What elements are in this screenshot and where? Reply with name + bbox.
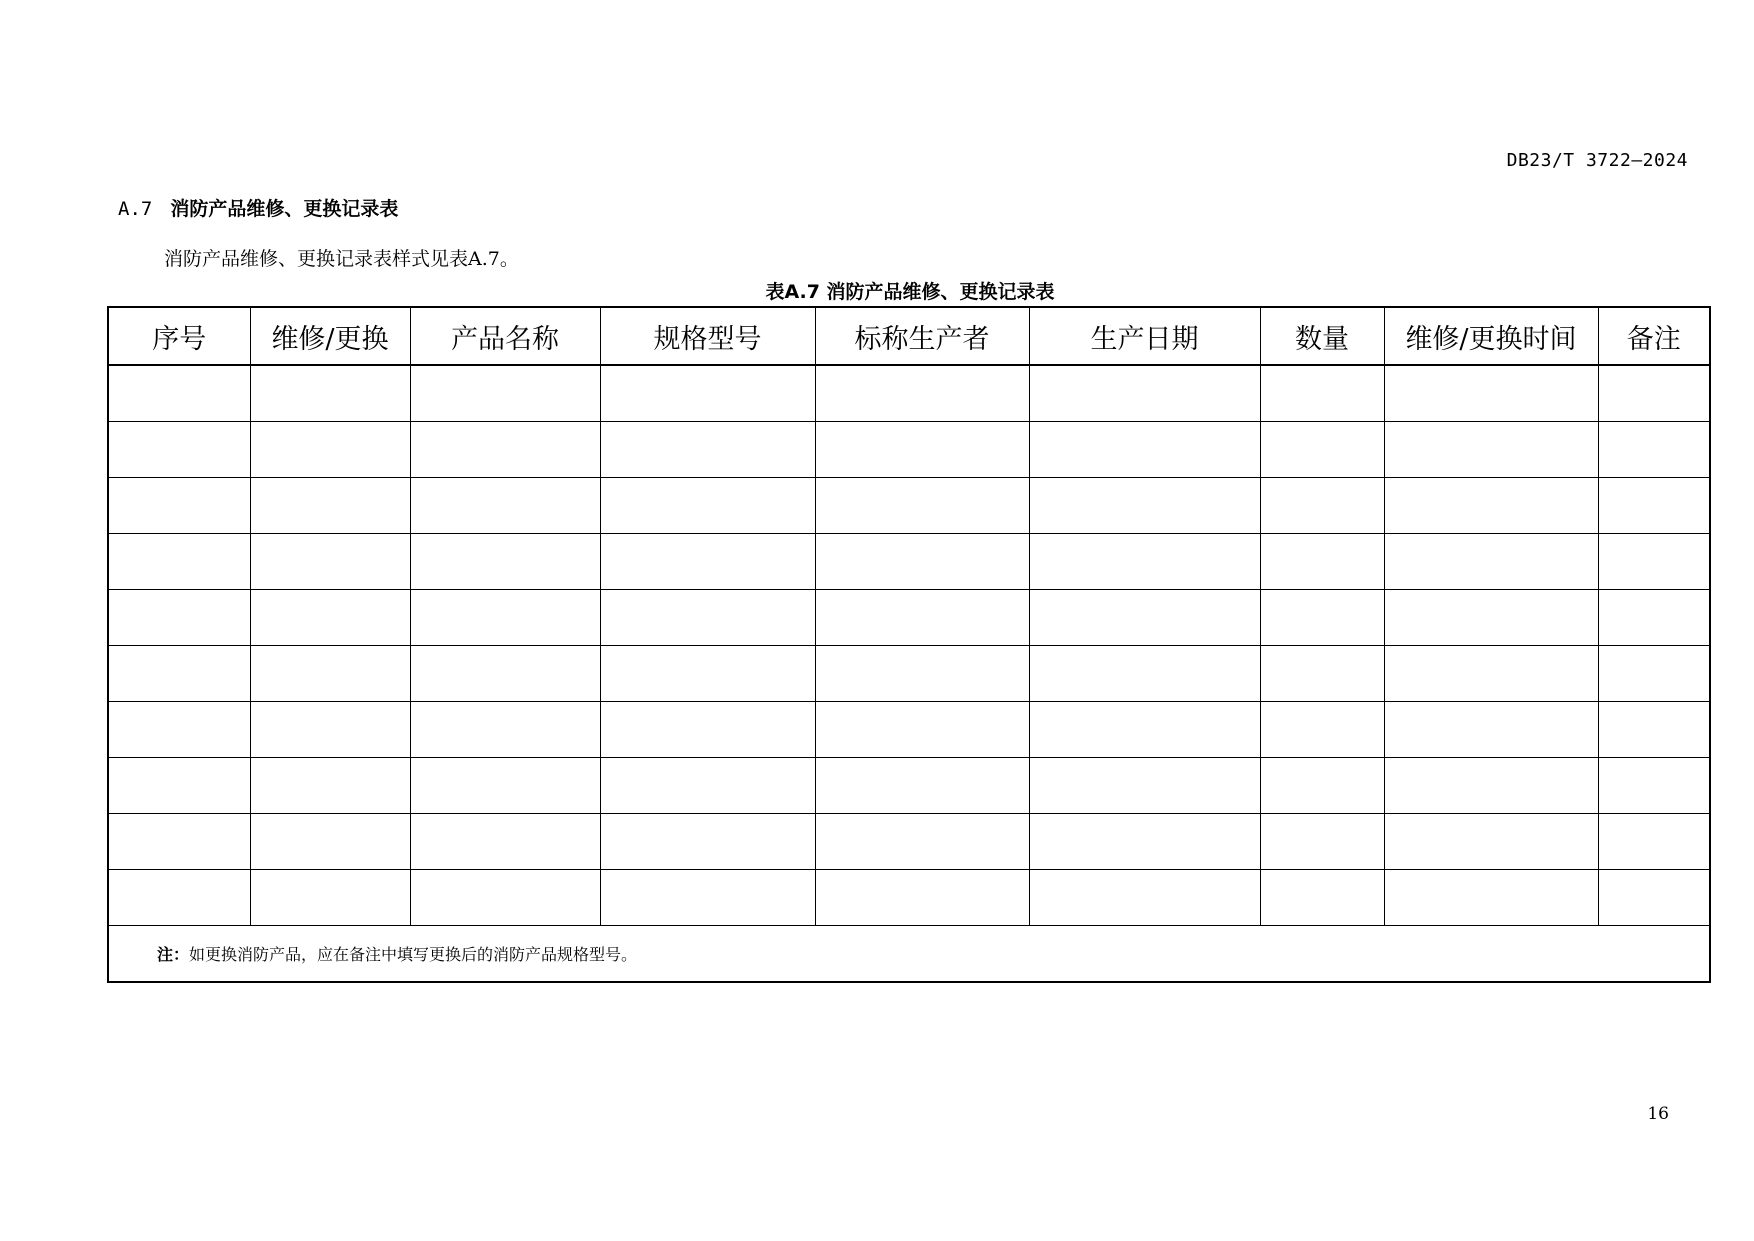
table-cell (1260, 814, 1384, 870)
table-cell (410, 422, 600, 478)
table-cell (1384, 365, 1598, 422)
table-row (108, 422, 1710, 478)
table-cell (600, 814, 815, 870)
table-cell (108, 646, 250, 702)
table-cell (600, 590, 815, 646)
table-cell (1384, 758, 1598, 814)
table-row (108, 702, 1710, 758)
column-header: 维修/更换时间 (1384, 307, 1598, 365)
table-row (108, 534, 1710, 590)
table-cell (600, 870, 815, 926)
table-note (108, 926, 1710, 983)
table-cell (1598, 422, 1710, 478)
table-cell (1029, 365, 1260, 422)
section-title: 消防产品维修、更换记录表 (170, 198, 399, 220)
record-table (107, 306, 1711, 983)
table-cell (600, 646, 815, 702)
table-cell (410, 534, 600, 590)
table-cell (1029, 590, 1260, 646)
table-cell (1384, 870, 1598, 926)
table-cell (1384, 534, 1598, 590)
column-header: 标称生产者 (815, 307, 1029, 365)
table-cell (108, 478, 250, 534)
table-cell (600, 478, 815, 534)
column-header: 产品名称 (410, 307, 600, 365)
table-row (108, 478, 1710, 534)
table-cell (108, 702, 250, 758)
table-cell (1384, 478, 1598, 534)
table-cell (1029, 534, 1260, 590)
table-cell (815, 422, 1029, 478)
table-cell (1029, 646, 1260, 702)
table-cell (108, 534, 250, 590)
table-cell (1598, 870, 1710, 926)
table-cell (815, 870, 1029, 926)
table-cell (410, 365, 600, 422)
column-header: 数量 (1260, 307, 1384, 365)
table-row (108, 814, 1710, 870)
table-cell (1029, 702, 1260, 758)
table-cell (250, 702, 410, 758)
table-cell (600, 365, 815, 422)
table-cell (1384, 646, 1598, 702)
table-cell (250, 534, 410, 590)
table-cell (410, 702, 600, 758)
table-cell (1598, 646, 1710, 702)
table-cell (1384, 590, 1598, 646)
table-cell (108, 758, 250, 814)
table-cell (1260, 758, 1384, 814)
table-cell (1598, 365, 1710, 422)
document-number: DB23/T 3722—2024 (1506, 150, 1688, 171)
table-cell (250, 646, 410, 702)
table-cell (250, 478, 410, 534)
table-cell (250, 590, 410, 646)
table-cell (1384, 422, 1598, 478)
table-cell (410, 758, 600, 814)
table-cell (815, 590, 1029, 646)
table-cell (815, 365, 1029, 422)
table-cell (1598, 534, 1710, 590)
table-cell (1029, 814, 1260, 870)
page-number: 16 (1647, 1104, 1669, 1124)
table-cell (410, 590, 600, 646)
table-row (108, 646, 1710, 702)
table-cell (815, 646, 1029, 702)
table-cell (815, 814, 1029, 870)
table-cell (1029, 422, 1260, 478)
column-header: 备注 (1598, 307, 1710, 365)
table-cell (1029, 758, 1260, 814)
table-cell (1260, 870, 1384, 926)
note-label: 注： (157, 945, 190, 964)
table-row (108, 870, 1710, 926)
column-header: 规格型号 (600, 307, 815, 365)
table-cell (1260, 534, 1384, 590)
table-cell (250, 422, 410, 478)
table-cell (1260, 590, 1384, 646)
table-cell (250, 814, 410, 870)
note-text: 如更换消防产品，应在备注中填写更换后的消防产品规格型号。 (189, 945, 638, 964)
table-cell (600, 702, 815, 758)
table-cell (410, 478, 600, 534)
table-cell (815, 702, 1029, 758)
table-cell (1384, 814, 1598, 870)
table-caption: 表A.7 消防产品维修、更换记录表 (765, 281, 1055, 303)
table-cell (250, 365, 410, 422)
table-cell (410, 814, 600, 870)
table-header-row (108, 307, 1710, 365)
table-row (108, 365, 1710, 422)
table-cell (410, 870, 600, 926)
table-cell (1384, 702, 1598, 758)
table-cell (108, 870, 250, 926)
table-cell (1598, 590, 1710, 646)
column-header: 维修/更换 (250, 307, 410, 365)
table-cell (1598, 702, 1710, 758)
table-cell (1260, 478, 1384, 534)
table-cell (1598, 478, 1710, 534)
column-header: 生产日期 (1029, 307, 1260, 365)
table-cell (600, 422, 815, 478)
table-cell (250, 870, 410, 926)
table-cell (815, 758, 1029, 814)
table-cell (600, 758, 815, 814)
table-cell (1260, 422, 1384, 478)
table-cell (1029, 478, 1260, 534)
table-cell (1029, 870, 1260, 926)
table-cell (410, 646, 600, 702)
table-cell (1260, 646, 1384, 702)
table-cell (1260, 702, 1384, 758)
table-cell (250, 758, 410, 814)
table-cell (815, 534, 1029, 590)
table-cell (108, 365, 250, 422)
column-header: 序号 (108, 307, 250, 365)
intro-paragraph: 消防产品维修、更换记录表样式见表A.7。 (164, 248, 519, 270)
table-row (108, 758, 1710, 814)
table-cell (1598, 758, 1710, 814)
table-cell (815, 478, 1029, 534)
table-cell (108, 422, 250, 478)
section-number: A.7 (118, 198, 153, 220)
table-cell (108, 590, 250, 646)
section-heading (118, 194, 398, 221)
table-row (108, 590, 1710, 646)
table-cell (108, 814, 250, 870)
table-body (108, 365, 1710, 926)
table-cell (600, 534, 815, 590)
table-cell (1260, 365, 1384, 422)
table-cell (1598, 814, 1710, 870)
table-note-row (108, 926, 1710, 983)
